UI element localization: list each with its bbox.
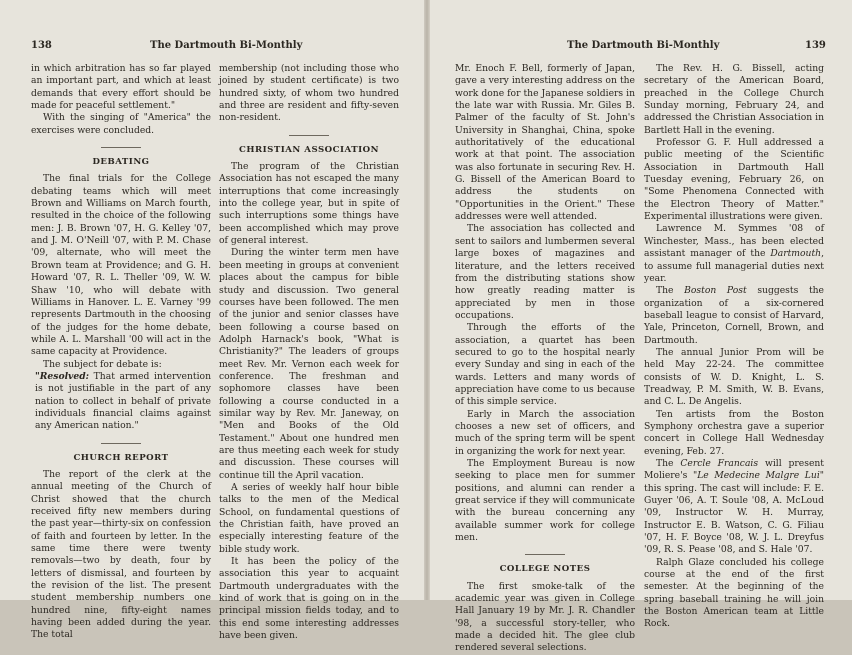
- resolved-label: "Resolved:: [35, 370, 90, 382]
- page-number-right: 139: [805, 40, 826, 51]
- text-run: will present Moliere's ": [644, 458, 824, 482]
- paragraph: The Rev. H. G. Bissell, acting secretary of the American Board, preached in the College Church Sunday morning, February 24, and addressed the Christian Association in Bartlett Hall in the evening.: [644, 63, 824, 136]
- paragraph: [644, 285, 824, 347]
- paragraph: in which arbitration has so far played an important part, and which at least demands that every effort should be made for peaceful settlement.": [31, 63, 211, 112]
- text-run: Lawrence M. Symmes '08 of Winchester, Mass., has been elected assistant manager of the: [644, 223, 824, 260]
- paragraph: Ten artists from the Boston Symphony orchestra gave a superior concert in College Hall Wednesday evening, Feb. 27.: [644, 408, 824, 457]
- running-head-right: The Dartmouth Bi-Monthly: [567, 40, 720, 51]
- paragraph: The association has collected and sent to sailors and lumbermen several large boxes of magazines and literature, and the letters received from the distributing stations show how greatly reading matter is appreciated by men in those occupations.: [455, 223, 635, 321]
- paragraph: Professor G. F. Hull addressed a public meeting of the Scientific Association in Dartmouth Hall Tuesday evening, February 26, on "Some Phenomena Connected with the Electron Theory of Matter." Experimental illustrations were given.: [644, 137, 824, 223]
- section-heading-christian-association: CHRISTIAN ASSOCIATION: [219, 135, 399, 156]
- text-run: " this spring. The cast will include: F. E. Guyer '06, A. T. Soule '08, A. McLoud '09, Instructor W. H. Murray, Instructor E. B. Watson, C. G. Filiau '07, H. F. Boyce '08, W. J. L. Dreyfus '09, R. S. Pease '08, and S. Hale '07.: [644, 470, 824, 556]
- right-column-1: [455, 63, 635, 655]
- left-page: [0, 0, 424, 642]
- paragraph: The final trials for the College debating teams which will meet Brown and Williams on March fourth, resulted in the choice of the following men: J. B. Brown '07, H. G. Kelley '07, and J. M. O'Neill '07, with P. M. Chase '09, alternate, who will meet the Brown team at Providence; and G. H. Howard '07, R. L. Theller '09, W. W. Shaw '10, who will debate with Williams in Hanover. L. E. Varney '99 represents Dartmouth in the choosing of the judges for the home debate, while A. L. Marshall '00 will act in the same capacity at Providence.: [31, 173, 211, 358]
- paragraph: Through the efforts of the association, a quartet has been secured to go to the hospital nearly every Sunday and sing in each of the wards. Letters and many words of appreciation have come to us because of this simple service.: [455, 322, 635, 408]
- left-column-2: [219, 63, 399, 642]
- paragraph: The program of the Christian Association has not escaped the many interruptions that come increasingly into the college year, but in spite of such interruptions some things have been accomplished which may prove of general interest.: [219, 161, 399, 247]
- play-title: Le Medecine Malgre Lui: [697, 470, 820, 482]
- page-number-left: 138: [31, 40, 52, 51]
- resolution-quote: [31, 371, 211, 433]
- paragraph: During the winter term men have been meeting in groups at convenient places about the campus for bible study and discussion. Two general courses have been followed. The men of the junior and senior classes have been following a course based on Adolph Harnack's book, "What is Christianity?" The leaders of groups meet Rev. Mr. Vernon each week for conference. The freshman and sophomore classes have been following a course conducted in a similar way by Rev. Mr. Janeway, on "Men and Books of the Old Testament." About one hundred men are thus meeting each week for study and discussion. These courses will continue till the April vacation.: [219, 247, 399, 481]
- paragraph: The first smoke-talk of the academic year was given in College Hall January 19 by Mr. J. R. Chandler '98, a successful story-teller, who made a decided hit. The glee club rendered several selections.: [455, 580, 635, 654]
- text-run: , to assume full managerial duties next year.: [644, 248, 824, 284]
- paragraph: A series of weekly half hour bible talks to the men of the Medical School, on fundamental questions of the Christian faith, have proved an especially interesting feature of the bible study work.: [219, 482, 399, 555]
- paragraph: Early in March the association chooses a new set of officers, and much of the spring term will be spent in organizing the work for next year.: [455, 408, 635, 457]
- paragraph: [644, 223, 824, 285]
- paragraph: Mr. Enoch F. Bell, formerly of Japan, gave a very interesting address on the work done for the Japanese soldiers in the late war with Russia. Mr. Giles B. Palmer of the faculty of St. John's University in Shanghai, China, spoke authoritatively of the educational work at that point. The association was also fortunate in securing Rev. H. G. Bissell of the American Board to address the students on "Opportunities in the Orient." These addresses were well attended.: [455, 63, 635, 223]
- section-heading-college-notes: COLLEGE NOTES: [455, 554, 635, 575]
- section-heading-debating: DEBATING: [31, 147, 211, 168]
- text-run: The: [656, 458, 681, 469]
- paragraph: The Employment Bureau is now seeking to place men for summer positions, and alumni can render a great service if they will communicate with the bureau concerning any available summer work for college men.: [455, 458, 635, 544]
- resolution-text: That armed intervention is not justifiable in the part of any nation to collect in behalf of private individuals financial claims against any American nation.": [35, 370, 211, 432]
- paragraph: The report of the clerk at the annual meeting of the Church of Christ showed that the church received fifty new members during the past year—thirty-six on confession of faith and fourteen by letter. In the same time there were twenty removals—two by death, four by letters of dismissal, and fourteen by the revision of the list. The present student membership numbers one hundred nine, fifty-eight names having been added during the year. The total: [31, 468, 211, 641]
- text-run: suggests the organization of a six-cornered baseball league to consist of Harvard, Yale, Princeton, Cornell, Brown, and Dartmouth.: [644, 285, 824, 346]
- paragraph: The subject for debate is:: [43, 358, 162, 370]
- right-column-2: [644, 63, 824, 631]
- club-name: Cercle Francais: [680, 458, 759, 469]
- left-column-1: [31, 63, 211, 642]
- publication-title: Boston Post: [684, 285, 747, 297]
- paragraph: [644, 458, 824, 557]
- right-page: [430, 0, 852, 654]
- paragraph: It has been the policy of the association this year to acquaint Dartmouth undergraduates with the kind of work that is going on in the principal mission fields today, and to this end some interesting addresses have been given.: [219, 556, 399, 642]
- publication-title: Dartmouth: [770, 248, 822, 260]
- paragraph: membership (not including those who joined by student certificate) is two hundred sixty, of whom two hundred and three are resident and fifty-seven non-resident.: [219, 63, 399, 124]
- paragraph: With the singing of "America" the exercises were concluded.: [31, 112, 211, 136]
- paragraph: Ralph Glaze concluded his college course at the end of the first semester. At the beginning of the spring baseball training he will join the Boston American team at Little Rock.: [644, 556, 824, 630]
- paragraph: The annual Junior Prom will be held May 22-24. The committee consists of W. D. Knight, L. S. Treadway, P. M. Smith, W. B. Evans, and C. L. De Angelis.: [644, 346, 824, 408]
- text-run: The: [656, 285, 685, 297]
- section-heading-church-report: CHURCH REPORT: [31, 443, 211, 464]
- running-head-left: The Dartmouth Bi-Monthly: [150, 40, 303, 51]
